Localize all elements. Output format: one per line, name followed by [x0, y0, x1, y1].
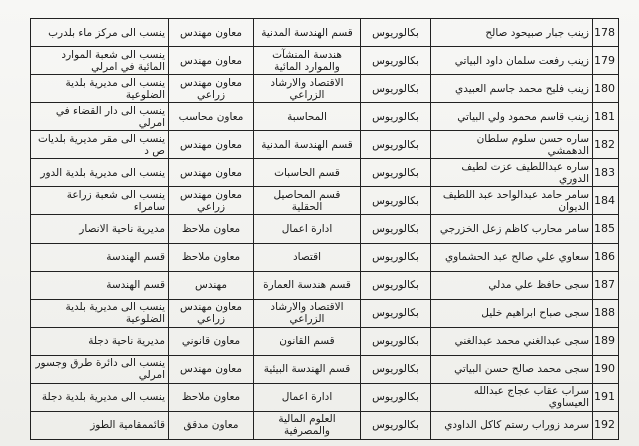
assignment-note: ينسب الى دائرة طرق وجسور امرلي — [31, 355, 169, 383]
job-title-cell: معاون مهندس — [169, 355, 254, 383]
department-cell: قسم الهندسة المدنية — [254, 19, 361, 47]
row-number: 188 — [593, 299, 619, 327]
employee-name: سعاوي علي صالح عبد الحشماوي — [431, 243, 593, 271]
degree-cell: بكالوريوس — [361, 187, 431, 215]
assignment-note: ينسب الى مديرية بلدية الضلوعية — [31, 75, 169, 103]
job-title-cell: معاون مهندس زراعي — [169, 299, 254, 327]
department-cell: اقتصاد — [254, 243, 361, 271]
employee-name: سراب عقاب عجاج عبدالله العيساوي — [431, 383, 593, 411]
department-cell: الاقتصاد والارشاد الزراعي — [254, 299, 361, 327]
table-row — [31, 271, 619, 299]
employee-name: سجى صباح ابراهيم خليل — [431, 299, 593, 327]
degree-cell: بكالوريوس — [361, 215, 431, 243]
job-title-cell: معاون مهندس — [169, 47, 254, 75]
row-number: 184 — [593, 187, 619, 215]
job-title-cell: معاون ملاحظ — [169, 215, 254, 243]
row-number: 183 — [593, 159, 619, 187]
job-title-cell: معاون مهندس — [169, 159, 254, 187]
degree-cell: بكالوريوس — [361, 271, 431, 299]
department-cell: قسم هندسة العمارة — [254, 271, 361, 299]
department-cell: قسم المحاصيل الحقلية — [254, 187, 361, 215]
degree-cell: بكالوريوس — [361, 355, 431, 383]
table-row — [31, 103, 619, 131]
degree-cell: بكالوريوس — [361, 131, 431, 159]
row-number: 191 — [593, 383, 619, 411]
row-number: 189 — [593, 327, 619, 355]
row-number: 181 — [593, 103, 619, 131]
appointments-table — [30, 18, 619, 440]
job-title-cell: معاون محاسب — [169, 103, 254, 131]
job-title-cell: معاون مهندس زراعي — [169, 187, 254, 215]
department-cell: ادارة اعمال — [254, 215, 361, 243]
assignment-note: قائممقامية الطوز — [31, 411, 169, 439]
degree-cell: بكالوريوس — [361, 327, 431, 355]
assignment-note: ينسب الى مركز ماء بلدرب — [31, 19, 169, 47]
assignment-note: ينسب الى مديرية بلدية دجلة — [31, 383, 169, 411]
table-row — [31, 47, 619, 75]
row-number: 178 — [593, 19, 619, 47]
job-title-cell: معاون ملاحظ — [169, 243, 254, 271]
employee-name: سجى حافظ علي مدلي — [431, 271, 593, 299]
assignment-note: مديرية ناحية دجلة — [31, 327, 169, 355]
assignment-note: قسم الهندسة — [31, 243, 169, 271]
table-row — [31, 187, 619, 215]
degree-cell: بكالوريوس — [361, 299, 431, 327]
department-cell: المحاسبة — [254, 103, 361, 131]
table-row — [31, 19, 619, 47]
department-cell: هندسة المنشآت والموارد المائية — [254, 47, 361, 75]
table-row — [31, 411, 619, 439]
assignment-note: قسم الهندسة — [31, 271, 169, 299]
assignment-note: ينسب الى مديرية بلدية الضلوعية — [31, 299, 169, 327]
degree-cell: بكالوريوس — [361, 47, 431, 75]
department-cell: الاقتصاد والارشاد الزراعي — [254, 75, 361, 103]
assignment-note: ينسب الى شعبة الموارد المائية في امرلي — [31, 47, 169, 75]
employee-name: زينب رفعت سلمان داود البياتي — [431, 47, 593, 75]
degree-cell: بكالوريوس — [361, 103, 431, 131]
table-row — [31, 215, 619, 243]
row-number: 190 — [593, 355, 619, 383]
employee-name: زينب قاسم محمود ولي البياتي — [431, 103, 593, 131]
row-number: 180 — [593, 75, 619, 103]
employee-name: سامر حامد عبدالواحد عبد اللطيف الديوان — [431, 187, 593, 215]
row-number: 187 — [593, 271, 619, 299]
job-title-cell: معاون قانوني — [169, 327, 254, 355]
department-cell: قسم الهندسة المدنية — [254, 131, 361, 159]
employee-name: سامر محارب كاظم زعل الخزرجي — [431, 215, 593, 243]
employee-name: سجى عبدالغني محمد عبدالغني — [431, 327, 593, 355]
employee-name: ساره حسن سلوم سلطان الدهمشي — [431, 131, 593, 159]
assignment-note: ينسب الى دار القضاء في امرلي — [31, 103, 169, 131]
job-title-cell: معاون مدقق — [169, 411, 254, 439]
assignment-note: ينسب الى مقر مديرية بلديات ص د — [31, 131, 169, 159]
row-number: 185 — [593, 215, 619, 243]
job-title-cell: مهندس — [169, 271, 254, 299]
degree-cell: بكالوريوس — [361, 75, 431, 103]
table-row — [31, 75, 619, 103]
job-title-cell: معاون مهندس — [169, 19, 254, 47]
assignment-note: ينسب الى شعبة زراعة سامراء — [31, 187, 169, 215]
table-row — [31, 355, 619, 383]
table-row — [31, 159, 619, 187]
row-number: 186 — [593, 243, 619, 271]
table-row — [31, 299, 619, 327]
degree-cell: بكالوريوس — [361, 243, 431, 271]
department-cell: قسم الهندسة البيئية — [254, 355, 361, 383]
employee-name: زينب فليح محمد جاسم العبيدي — [431, 75, 593, 103]
row-number: 179 — [593, 47, 619, 75]
table-row — [31, 243, 619, 271]
employee-name: سرمد زوراب رستم كاكل الداودي — [431, 411, 593, 439]
department-cell: قسم الحاسبات — [254, 159, 361, 187]
degree-cell: بكالوريوس — [361, 411, 431, 439]
table-row — [31, 327, 619, 355]
assignment-note: مديرية ناحية الانصار — [31, 215, 169, 243]
employee-name: سجى محمد صالح حسن البياتي — [431, 355, 593, 383]
job-title-cell: معاون مهندس — [169, 131, 254, 159]
degree-cell: بكالوريوس — [361, 159, 431, 187]
table-body — [31, 19, 619, 440]
department-cell: ادارة اعمال — [254, 383, 361, 411]
department-cell: العلوم المالية والمصرفية — [254, 411, 361, 439]
row-number: 182 — [593, 131, 619, 159]
job-title-cell: معاون ملاحظ — [169, 383, 254, 411]
assignment-note: ينسب الى مديرية بلدية الدور — [31, 159, 169, 187]
job-title-cell: معاون مهندس زراعي — [169, 75, 254, 103]
employee-name: زينب جبار صبيحود صالح — [431, 19, 593, 47]
degree-cell: بكالوريوس — [361, 383, 431, 411]
row-number: 192 — [593, 411, 619, 439]
department-cell: قسم القانون — [254, 327, 361, 355]
degree-cell: بكالوريوس — [361, 19, 431, 47]
table-row — [31, 383, 619, 411]
table-row — [31, 131, 619, 159]
employee-name: ساره عبداللطيف عزت لطيف الدوري — [431, 159, 593, 187]
